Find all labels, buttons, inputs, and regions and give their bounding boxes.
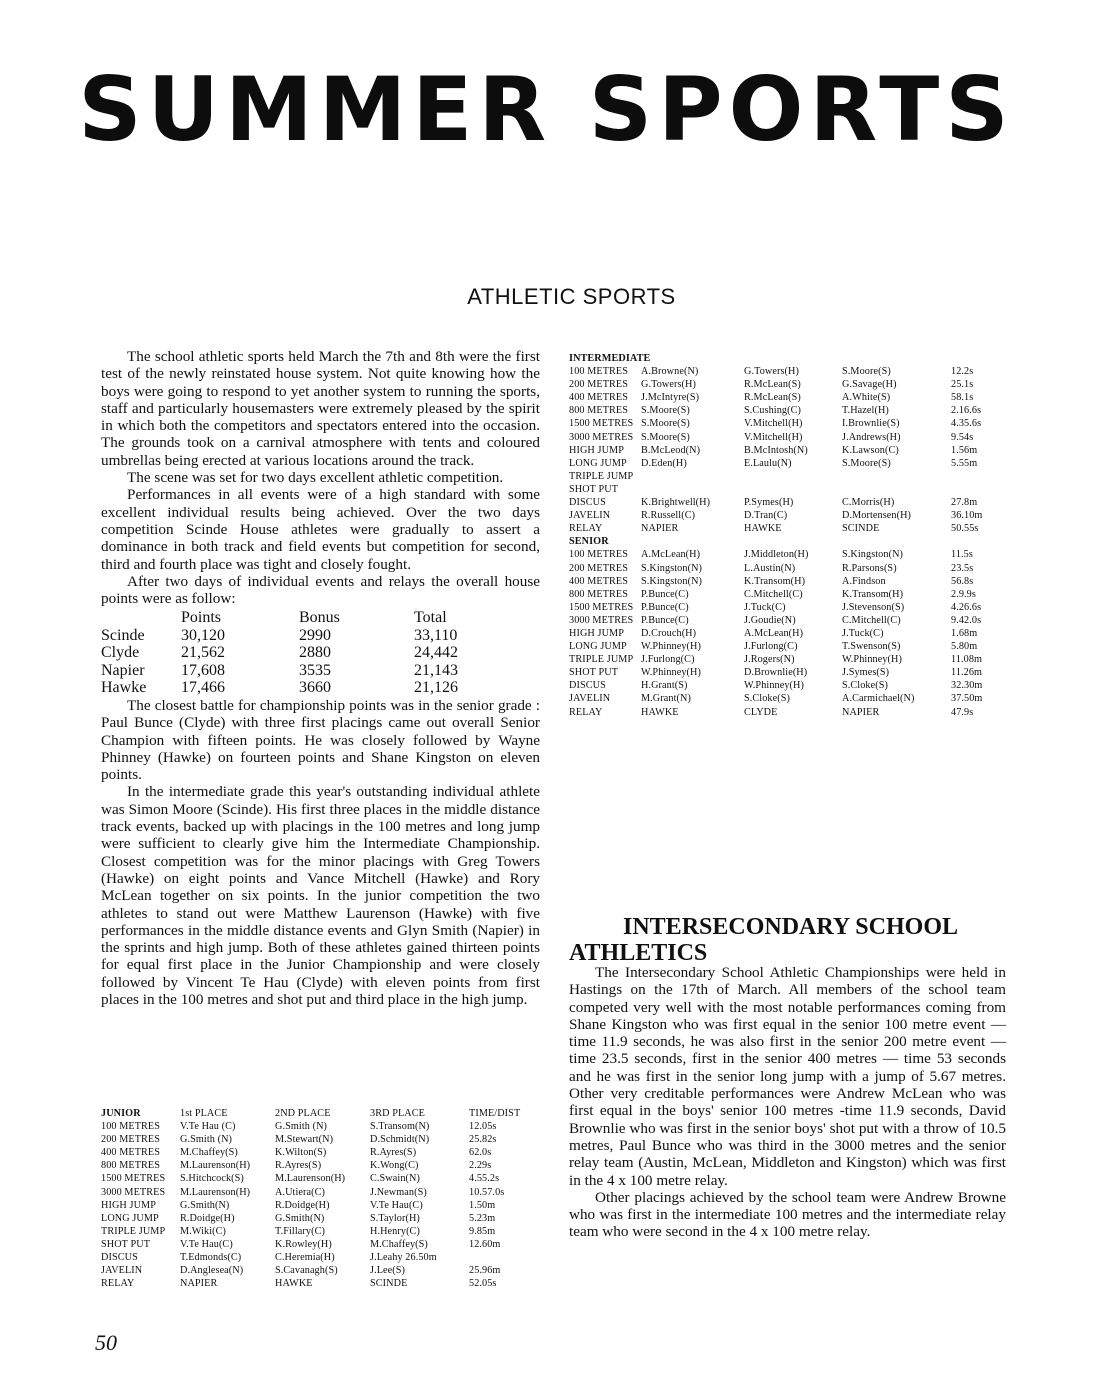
table-cell: 2880: [299, 644, 331, 662]
table-cell: TRIPLE JUMP: [101, 1225, 166, 1237]
table-cell: J.Tuck(C): [744, 601, 786, 613]
table-cell: 24,442: [414, 644, 458, 662]
table-cell: J.McIntyre(S): [641, 392, 700, 404]
table-cell: 2.29s: [469, 1160, 492, 1172]
senior-result-row: [569, 679, 982, 692]
table-cell: DISCUS: [101, 1252, 138, 1264]
senior-result-row: [569, 614, 982, 627]
table-cell: P.Bunce(C): [641, 614, 689, 626]
table-header: [101, 609, 181, 627]
table-cell: 11.26m: [951, 667, 983, 679]
table-cell: J.Stevenson(S): [842, 601, 905, 613]
junior-result-row: [101, 1133, 520, 1146]
senior-result-row: [569, 653, 982, 666]
table-cell: [951, 470, 982, 483]
table-cell: 17,466: [181, 679, 225, 697]
table-cell: P.Bunce(C): [641, 601, 689, 613]
table-cell: J.Lee(S): [370, 1265, 406, 1277]
table-cell: 100 METRES: [569, 366, 629, 378]
table-cell: K.Lawson(C): [842, 444, 899, 456]
table-cell: V.Te Hau(C): [180, 1238, 233, 1250]
table-header: Bonus: [299, 609, 340, 627]
table-cell: S.Cloke(S): [744, 693, 790, 705]
table-header: Total: [414, 609, 447, 627]
table-cell: M.Laurenson(H): [180, 1160, 251, 1172]
junior-results-body: [101, 1107, 520, 1290]
table-cell: C.Mitchell(C): [744, 588, 803, 600]
article-paragraph: The school athletic sports held March the 7th and 8th were the first test of the newly reinstated house system. Not quite knowing how the boys were going to respond to yet another system to running the sports, staff and particularly housemasters were extremely pleased by the spirit in which both the competitors and spectators entered into the occasion. The grounds took on a carnival atmosphere with tents and coloured umbrellas being erected at various locations around the track.: [101, 348, 540, 469]
junior-result-row: [101, 1186, 520, 1199]
table-cell: H.Henry(C): [370, 1225, 420, 1237]
junior-result-row: [101, 1146, 520, 1159]
table-cell: JAVELIN: [569, 510, 611, 522]
intermediate-result-row: [569, 378, 982, 391]
table-cell: 25.96m: [469, 1265, 501, 1277]
table-cell: R.Ayres(S): [275, 1160, 322, 1172]
table-cell: 21,143: [414, 661, 458, 679]
table-header: Points: [181, 609, 222, 627]
table-cell: 5.55m: [951, 457, 978, 469]
table-header: TIME/DIST: [469, 1108, 521, 1119]
table-cell: 11.5s: [951, 549, 973, 561]
table-cell: D.Anglesea(N): [180, 1265, 244, 1277]
intermediate-header-row: [569, 352, 982, 365]
table-cell: Hawke: [101, 679, 147, 697]
table-cell: 800 METRES: [569, 405, 629, 417]
table-cell: 56.8s: [951, 575, 974, 587]
intermediate-result-row: [569, 431, 982, 444]
table-cell: RELAY: [569, 523, 603, 535]
senior-result-row: [569, 548, 982, 561]
house-points-row: [101, 662, 540, 680]
table-cell: H.Grant(S): [641, 680, 688, 692]
table-cell: S.Cavanagh(S): [275, 1265, 338, 1277]
table-cell: 12.2s: [951, 366, 974, 378]
senior-result-row: [569, 562, 982, 575]
junior-results-table: [101, 1107, 520, 1290]
table-cell: 36.10m: [951, 510, 983, 522]
table-cell: 17,608: [181, 661, 225, 679]
table-cell: 200 METRES: [101, 1134, 161, 1146]
table-cell: 4.26.6s: [951, 601, 982, 613]
intermediate-results-body: [569, 352, 982, 535]
table-cell: 1.50m: [469, 1199, 496, 1211]
table-cell: 11.08m: [951, 654, 983, 666]
table-cell: S.Hitchcock(S): [180, 1173, 244, 1185]
table-cell: W.Phinney(H): [842, 654, 902, 666]
senior-result-row: [569, 640, 982, 653]
intersecondary-heading: INTERSECONDARY SCHOOL ATHLETICS: [569, 914, 957, 966]
table-cell: 21,126: [414, 679, 458, 697]
house-points-header-row: [101, 609, 540, 627]
intermediate-result-row: [569, 444, 982, 457]
athletic-sports-article: [101, 348, 540, 1008]
table-cell: CLYDE: [744, 706, 778, 718]
table-cell: R.Ayres(S): [370, 1147, 417, 1159]
junior-result-row: [101, 1120, 520, 1133]
table-cell: A.Findson: [842, 575, 886, 587]
table-header: 2ND PLACE: [275, 1108, 331, 1119]
table-cell: M.Chaffey(S): [180, 1147, 238, 1159]
table-cell: LONG JUMP: [569, 641, 627, 653]
table-cell: 2990: [299, 626, 331, 644]
table-cell: 3000 METRES: [569, 431, 634, 443]
table-cell: J.Rogers(N): [744, 654, 795, 666]
table-cell: 50.55s: [951, 523, 979, 535]
junior-result-row: [101, 1277, 520, 1290]
table-cell: G.Smith (N): [275, 1121, 328, 1133]
table-cell: M.Laurenson(H): [275, 1173, 346, 1185]
house-points-table: [101, 609, 540, 697]
table-cell: G.Smith(N): [275, 1212, 325, 1224]
table-cell: HIGH JUMP: [569, 444, 624, 456]
table-cell: G.Towers(H): [744, 366, 799, 378]
house-points-row: [101, 679, 540, 697]
table-cell: 2.9.9s: [951, 588, 976, 600]
table-cell: SCINDE: [842, 523, 880, 535]
table-cell: HIGH JUMP: [101, 1199, 156, 1211]
table-cell: K.Rowley(H): [275, 1238, 332, 1250]
table-cell: T.Fillary(C): [275, 1225, 325, 1237]
table-cell: [951, 483, 982, 496]
athletic-sports-heading: ATHLETIC SPORTS: [467, 284, 676, 309]
table-cell: 400 METRES: [569, 392, 629, 404]
table-cell: 200 METRES: [569, 379, 629, 391]
table-cell: R.McLean(S): [744, 379, 801, 391]
house-points-row: [101, 644, 540, 662]
table-cell: G.Savage(H): [842, 379, 897, 391]
intermediate-senior-results-table: [569, 352, 982, 719]
table-cell: J.Leahy 26.50m: [370, 1252, 437, 1264]
table-cell: W.Phinney(H): [744, 680, 804, 692]
table-cell: 3660: [299, 679, 331, 697]
senior-result-row: [569, 692, 982, 705]
table-cell: J.Goudie(N): [744, 614, 796, 626]
table-cell: 800 METRES: [101, 1160, 161, 1172]
table-cell: [641, 483, 744, 496]
table-cell: R.Doidge(H): [275, 1199, 330, 1211]
table-cell: I.Brownlie(S): [842, 418, 900, 430]
table-cell: S.Kingston(N): [842, 549, 904, 561]
table-cell: HAWKE: [744, 523, 782, 535]
table-cell: J.Furlong(C): [641, 654, 695, 666]
table-cell: 25.1s: [951, 379, 974, 391]
table-cell: J.Newman(S): [370, 1186, 427, 1198]
table-cell: D.Eden(H): [641, 457, 687, 469]
table-cell: 30,120: [181, 626, 225, 644]
table-cell: 2.16.6s: [951, 405, 982, 417]
intersecondary-article: [569, 964, 1006, 1241]
table-cell: SHOT PUT: [569, 483, 619, 495]
article-paragraph: In the intermediate grade this year's outstanding individual athlete was Simon Moore (Scinde). His first three places in the middle distance track events, backed up with placings in the 100 metres and long jump were sufficient to clearly give him the Intermediate Championship. Closest competition was for the minor placings with Greg Towers (Hawke) on eight points and Vance Mitchell (Hawke) and Rory McLean together on six points. In the junior competition the two athletes to stand out were Matthew Laurenson (Hawke) with five performances in the middle distance events and Glyn Smith (Napier) in the sprints and high jump. Both of these athletes gained thirteen points for equal first place in the Junior Championship and were closely followed by Vincent Te Hau (Clyde) with eleven points from first places in the 100 metres and shot put and third place in the high jump.: [101, 783, 540, 1008]
table-cell: NAPIER: [842, 706, 880, 718]
article-paragraph: The scene was set for two days excellent athletic competition.: [127, 469, 504, 487]
table-cell: 100 METRES: [101, 1121, 161, 1133]
table-cell: C.Mitchell(C): [842, 614, 901, 626]
table-cell: 62.0s: [469, 1147, 492, 1159]
table-cell: E.Laulu(N): [744, 457, 792, 469]
table-cell: 200 METRES: [569, 562, 629, 574]
intermediate-result-row: [569, 457, 982, 470]
table-cell: R.McLean(S): [744, 392, 801, 404]
table-cell: 5.80m: [951, 641, 978, 653]
table-cell: 33,110: [414, 626, 458, 644]
section-header: INTERMEDIATE: [569, 353, 651, 364]
table-cell: 1.56m: [951, 444, 978, 456]
table-cell: S.Cloke(S): [842, 680, 888, 692]
table-cell: S.Moore(S): [842, 457, 891, 469]
table-cell: 1.68m: [951, 627, 978, 639]
senior-header-row: [569, 535, 982, 548]
table-cell: 1500 METRES: [569, 418, 634, 430]
article-paragraph: The Intersecondary School Athletic Championships were held in Hastings on the 17th of March. All members of the school team competed very well with the most notable performances coming from Shane Kingston who was first equal in the senior 100 metre event — time 11.9 seconds, he was also first in the senior 200 metre event — time 23.5 seconds, first in the senior 400 metres — time 53 seconds and he was first in the senior long jump with a jump of 5.67 metres. Other very creditable performances were Andrew McLean who was first equal in the boys' senior 100 metres -time 11.9 seconds, David Brownlie who was first in the senior boys' shot put with a throw of 10.5 metres, Paul Bunce who was third in the 3000 metres and the senior relay team (Austin, McLean, Middleton and Kingston) which was first in the 4 x 100 metre relay.: [569, 964, 1006, 1189]
table-cell: 12.60m: [469, 1238, 501, 1250]
table-cell: P.Bunce(C): [641, 588, 689, 600]
table-cell: G.Smith (N): [180, 1134, 233, 1146]
table-cell: S.Moore(S): [641, 418, 690, 430]
table-cell: SHOT PUT: [569, 667, 619, 679]
table-cell: T.Edmonds(C): [180, 1252, 242, 1264]
intermediate-result-row: [569, 391, 982, 404]
table-cell: 800 METRES: [569, 588, 629, 600]
table-cell: 27.8m: [951, 497, 978, 509]
table-cell: M.Grant(N): [641, 693, 691, 705]
senior-result-row: [569, 601, 982, 614]
table-cell: [469, 1251, 520, 1264]
table-cell: D.Schmidt(N): [370, 1134, 430, 1146]
table-cell: S.Cushing(C): [744, 405, 801, 417]
table-cell: DISCUS: [569, 680, 606, 692]
table-cell: J.Symes(S): [842, 667, 890, 679]
table-cell: D.Crouch(H): [641, 627, 697, 639]
table-cell: 3535: [299, 661, 331, 679]
table-cell: 100 METRES: [569, 549, 629, 561]
table-cell: [641, 470, 744, 483]
table-cell: R.Parsons(S): [842, 562, 897, 574]
table-cell: S.Kingston(N): [641, 562, 703, 574]
table-cell: M.Laurenson(H): [180, 1186, 251, 1198]
table-cell: D.Tran(C): [744, 510, 788, 522]
senior-result-row: [569, 575, 982, 588]
table-cell: B.McLeod(N): [641, 444, 701, 456]
table-cell: [842, 483, 951, 496]
table-cell: HIGH JUMP: [569, 627, 624, 639]
table-cell: 400 METRES: [569, 575, 629, 587]
table-cell: 1500 METRES: [101, 1173, 166, 1185]
table-cell: TRIPLE JUMP: [569, 470, 634, 482]
table-cell: J.Furlong(C): [744, 641, 798, 653]
table-cell: K.Wilton(S): [275, 1147, 327, 1159]
senior-result-row: [569, 706, 982, 719]
table-cell: S.Moore(S): [641, 405, 690, 417]
junior-result-row: [101, 1251, 520, 1264]
table-cell: S.Kingston(N): [641, 575, 703, 587]
table-cell: W.Phinney(H): [641, 667, 701, 679]
table-cell: [744, 470, 842, 483]
table-cell: A.Browne(N): [641, 366, 699, 378]
table-cell: W.Phinney(H): [641, 641, 701, 653]
table-header: 3RD PLACE: [370, 1108, 425, 1119]
junior-result-row: [101, 1199, 520, 1212]
intermediate-result-row: [569, 483, 982, 496]
table-header: 1st PLACE: [180, 1108, 228, 1119]
table-cell: V.Te Hau (C): [180, 1121, 236, 1133]
table-cell: S.Taylor(H): [370, 1212, 420, 1224]
table-cell: 9.54s: [951, 431, 974, 443]
page-number: 50: [95, 1330, 117, 1355]
table-cell: K.Transom(H): [744, 575, 806, 587]
junior-result-row: [101, 1159, 520, 1172]
junior-header-row: [101, 1107, 520, 1120]
table-cell: HAWKE: [641, 706, 679, 718]
senior-results-body: [569, 535, 982, 718]
table-cell: 21,562: [181, 644, 225, 662]
intermediate-result-row: [569, 509, 982, 522]
table-cell: 25.82s: [469, 1134, 497, 1146]
table-cell: A.Utiera(C): [275, 1186, 326, 1198]
intermediate-result-row: [569, 496, 982, 509]
table-cell: 10.57.0s: [469, 1186, 505, 1198]
table-cell: G.Towers(H): [641, 379, 696, 391]
table-cell: 12.05s: [469, 1121, 497, 1133]
table-cell: J.Middleton(H): [744, 549, 809, 561]
table-cell: K.Transom(H): [842, 588, 904, 600]
table-cell: V.Mitchell(H): [744, 431, 803, 443]
table-cell: G.Smith(N): [180, 1199, 230, 1211]
article-paragraph: Other placings achieved by the school team were Andrew Browne who was first in the intermediate 100 metres and the intermediate relay team who were second in the 4 x 100 metre relay.: [569, 1188, 1006, 1241]
article-paragraph: Performances in all events were of a high standard with some excellent individual results being achieved. Over the two days competition Scinde House athletes were gradually to assert a dominance in both track and field events but competition for second, third and fourth place was tight and closely fought.: [101, 486, 540, 573]
table-cell: A.White(S): [842, 392, 891, 404]
table-cell: 9.85m: [469, 1225, 496, 1237]
table-cell: 3000 METRES: [569, 614, 634, 626]
table-cell: V.Te Hau(C): [370, 1199, 423, 1211]
table-cell: Clyde: [101, 644, 140, 662]
table-cell: K.Brightwell(H): [641, 497, 711, 509]
intermediate-result-row: [569, 417, 982, 430]
intermediate-result-row: [569, 522, 982, 535]
table-cell: M.Chaffey(S): [370, 1238, 428, 1250]
table-cell: J.Andrews(H): [842, 431, 901, 443]
table-cell: K.Wong(C): [370, 1160, 419, 1172]
table-cell: A.McLean(H): [744, 627, 804, 639]
table-cell: 5.23m: [469, 1212, 496, 1224]
article-paragraph: After two days of individual events and relays the overall house points were as follow:: [101, 572, 540, 608]
article-paragraph: The closest battle for championship points was in the senior grade : Paul Bunce (Clyde) with three first placings came out overall Senior Champion with fifteen points. He was closely followed by Wayne Phinney (Hawke) on fourteen points and Shane Kingston on eleven points.: [101, 696, 540, 784]
table-cell: SHOT PUT: [101, 1238, 151, 1250]
table-cell: [744, 483, 842, 496]
table-cell: 23.5s: [951, 562, 974, 574]
table-cell: DISCUS: [569, 497, 606, 509]
table-cell: B.McIntosh(N): [744, 444, 808, 456]
table-cell: JAVELIN: [569, 693, 611, 705]
table-cell: D.Brownlie(H): [744, 667, 808, 679]
table-cell: C.Heremia(H): [275, 1252, 335, 1264]
table-cell: T.Swenson(S): [842, 641, 901, 653]
table-cell: LONG JUMP: [569, 457, 627, 469]
table-cell: 47.9s: [951, 706, 974, 718]
senior-result-row: [569, 627, 982, 640]
junior-result-row: [101, 1172, 520, 1185]
page-banner-title: SUMMER SPORTS: [78, 58, 1015, 161]
table-cell: Scinde: [101, 626, 145, 644]
table-cell: S.Moore(S): [842, 366, 891, 378]
table-cell: 9.42.0s: [951, 614, 982, 626]
table-cell: Napier: [101, 661, 145, 679]
table-cell: 3000 METRES: [101, 1186, 166, 1198]
table-cell: R.Russell(C): [641, 510, 696, 522]
table-cell: LONG JUMP: [101, 1212, 159, 1224]
table-cell: JAVELIN: [101, 1265, 143, 1277]
house-points-row: [101, 627, 540, 645]
table-cell: T.Hazel(H): [842, 405, 889, 417]
intermediate-result-row: [569, 365, 982, 378]
table-cell: M.Wiki(C): [180, 1225, 227, 1237]
section-header: SENIOR: [569, 536, 609, 548]
table-cell: RELAY: [101, 1278, 135, 1290]
table-cell: C.Swain(N): [370, 1173, 420, 1185]
table-cell: J.Tuck(C): [842, 627, 884, 639]
table-cell: RELAY: [569, 706, 603, 718]
table-cell: R.Doidge(H): [180, 1212, 235, 1224]
table-cell: TRIPLE JUMP: [569, 654, 634, 666]
table-cell: SCINDE: [370, 1278, 408, 1290]
table-cell: [842, 470, 951, 483]
table-cell: NAPIER: [180, 1278, 218, 1290]
senior-result-row: [569, 588, 982, 601]
table-cell: D.Mortensen(H): [842, 510, 912, 522]
table-cell: L.Austin(N): [744, 562, 796, 574]
junior-result-row: [101, 1238, 520, 1251]
table-cell: 4.55.2s: [469, 1173, 500, 1185]
junior-result-row: [101, 1264, 520, 1277]
table-cell: S.Transom(N): [370, 1121, 430, 1133]
table-cell: C.Morris(H): [842, 497, 895, 509]
table-cell: S.Moore(S): [641, 431, 690, 443]
table-cell: 1500 METRES: [569, 601, 634, 613]
table-cell: 37.50m: [951, 693, 983, 705]
table-cell: P.Symes(H): [744, 497, 794, 509]
table-cell: 58.1s: [951, 392, 974, 404]
table-cell: NAPIER: [641, 523, 679, 535]
table-cell: 32.30m: [951, 680, 983, 692]
table-cell: M.Stewart(N): [275, 1134, 334, 1146]
table-cell: 400 METRES: [101, 1147, 161, 1159]
senior-result-row: [569, 666, 982, 679]
table-cell: V.Mitchell(H): [744, 418, 803, 430]
intermediate-result-row: [569, 404, 982, 417]
table-cell: A.Carmichael(N): [842, 693, 915, 705]
intermediate-result-row: [569, 470, 982, 483]
table-cell: HAWKE: [275, 1278, 313, 1290]
table-header: JUNIOR: [101, 1108, 141, 1119]
junior-result-row: [101, 1225, 520, 1238]
junior-result-row: [101, 1212, 520, 1225]
table-cell: 52.05s: [469, 1278, 497, 1290]
table-cell: A.McLean(H): [641, 549, 701, 561]
table-cell: 4.35.6s: [951, 418, 982, 430]
